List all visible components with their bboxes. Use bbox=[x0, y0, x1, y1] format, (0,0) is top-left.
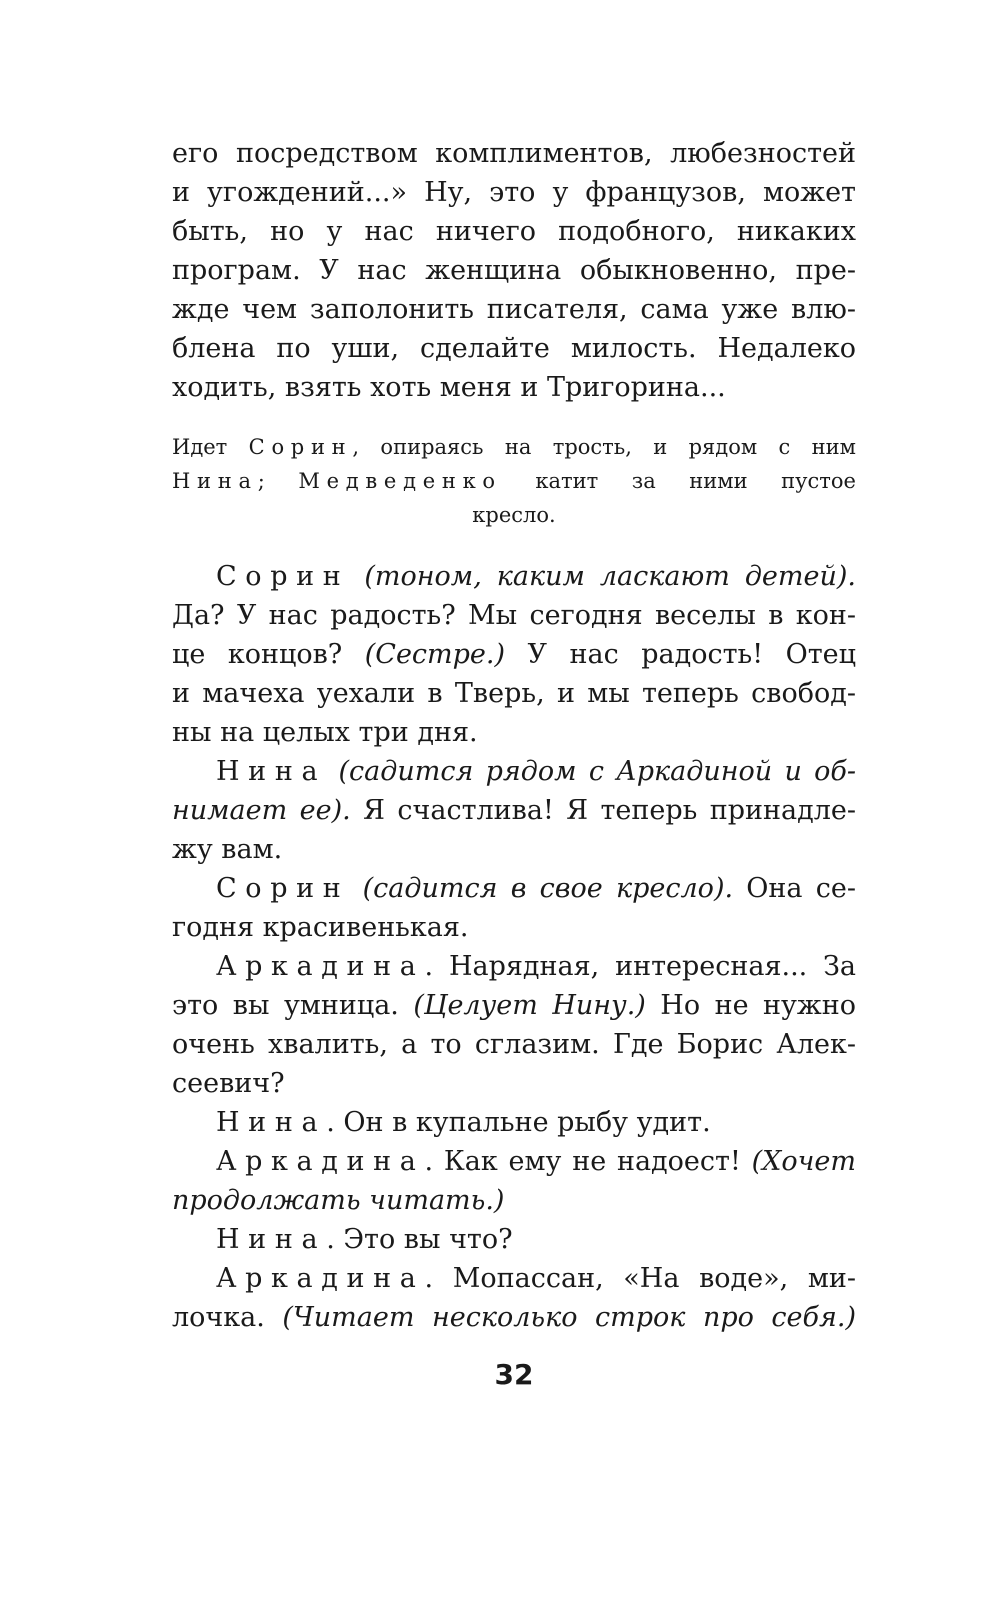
speech-text: У нас радость! Отец bbox=[505, 639, 856, 670]
character-name: Нина bbox=[216, 1107, 327, 1138]
text-line: быть, но у нас ничего подобного, никаких bbox=[172, 216, 856, 247]
stage-text: катит за ними пустое bbox=[501, 469, 856, 493]
stage-remark: (Целует Нину.) bbox=[413, 990, 646, 1021]
character-name: Аркадина bbox=[216, 951, 425, 982]
stage-remark: (тоном, каким ласкают детей). bbox=[364, 561, 856, 592]
speech-text: Она се- bbox=[733, 873, 856, 904]
speech-text: Я счастлива! Я теперь принадле- bbox=[350, 795, 856, 826]
text-line: жде чем заполонить писателя, сама уже влю- bbox=[172, 294, 856, 325]
text-line: его посредством комплиментов, любезностей bbox=[172, 138, 856, 169]
stage-text: , опираясь на трость, и рядом с ним bbox=[352, 435, 856, 459]
dialogue-line bbox=[172, 638, 856, 672]
character-name: Сорин bbox=[248, 435, 353, 459]
dialogue-line bbox=[172, 1223, 856, 1257]
dialogue-line bbox=[172, 872, 856, 906]
character-name: Нина bbox=[172, 469, 258, 493]
text-line: програм. У нас женщина обыкновенно, пре- bbox=[172, 255, 856, 286]
stage-text: Идет bbox=[172, 435, 249, 459]
dialogue-line bbox=[172, 1106, 856, 1140]
page-number: 32 bbox=[494, 1358, 534, 1391]
character-name: Нина bbox=[216, 1224, 327, 1255]
speech-text: это вы умница. bbox=[172, 990, 414, 1021]
text-line: ходить, взять хоть меня и Тригорина... bbox=[172, 372, 726, 403]
speech-text: . Он в купальне рыбу удит. bbox=[326, 1107, 711, 1138]
stage-remark: (Читает несколько строк про себя.) bbox=[282, 1302, 856, 1333]
character-name: Сорин bbox=[216, 873, 350, 904]
stage-direction-line: кресло. bbox=[472, 503, 556, 527]
stage-remark: (садится в свое кресло). bbox=[349, 873, 734, 904]
dialogue-line: и мачеха уехали в Тверь, и мы теперь свобод- bbox=[172, 678, 856, 709]
dialogue-line bbox=[172, 1145, 856, 1179]
dialogue-line: годня красивенькая. bbox=[172, 912, 469, 943]
dialogue-line bbox=[172, 794, 856, 828]
speech-text: Но не нужно bbox=[645, 990, 856, 1021]
stage-direction-line bbox=[172, 465, 856, 497]
speech-text: . Мопассан, «На воде», ми- bbox=[424, 1263, 856, 1294]
character-name: Сорин bbox=[216, 561, 350, 592]
stage-remark: (Сестре.) bbox=[364, 639, 506, 670]
stage-direction-line bbox=[172, 431, 856, 463]
dialogue-line: сеевич? bbox=[172, 1068, 285, 1099]
book-page bbox=[172, 0, 856, 1616]
dialogue-line bbox=[172, 1262, 856, 1296]
speech-text: лочка. bbox=[172, 1302, 283, 1333]
speech-text: . Как ему не надоест! bbox=[424, 1146, 752, 1177]
dialogue-line: очень хвалить, а то сглазим. Где Борис Алек- bbox=[172, 1029, 856, 1060]
speech-text: . Это вы что? bbox=[326, 1224, 513, 1255]
dialogue-line bbox=[172, 989, 856, 1023]
stage-text: ; bbox=[257, 469, 299, 493]
character-name: Аркадина bbox=[216, 1146, 425, 1177]
dialogue-line: продолжать читать.) bbox=[172, 1185, 505, 1216]
stage-remark: (садится рядом с Аркадиной и об- bbox=[326, 756, 856, 787]
dialogue-line bbox=[172, 950, 856, 984]
dialogue-line: ны на целых три дня. bbox=[172, 717, 478, 748]
dialogue-line bbox=[172, 1301, 856, 1335]
stage-remark: нимает ее). bbox=[172, 795, 351, 826]
character-name: Аркадина bbox=[216, 1263, 425, 1294]
stage-remark: (Хочет bbox=[751, 1146, 856, 1177]
dialogue-line bbox=[172, 755, 856, 789]
character-name: Нина bbox=[216, 756, 327, 787]
text-line: блена по уши, сделайте милость. Недалеко bbox=[172, 333, 856, 364]
dialogue-line: Да? У нас радость? Мы сегодня веселы в кон- bbox=[172, 600, 856, 631]
dialogue-line bbox=[172, 560, 856, 594]
text-line: и угождений...» Ну, это у французов, может bbox=[172, 177, 856, 208]
dialogue-line: жу вам. bbox=[172, 834, 283, 865]
speech-text: це концов? bbox=[172, 639, 365, 670]
speech-text: . Нарядная, интересная... За bbox=[424, 951, 856, 982]
character-name: Медведенко bbox=[298, 469, 502, 493]
